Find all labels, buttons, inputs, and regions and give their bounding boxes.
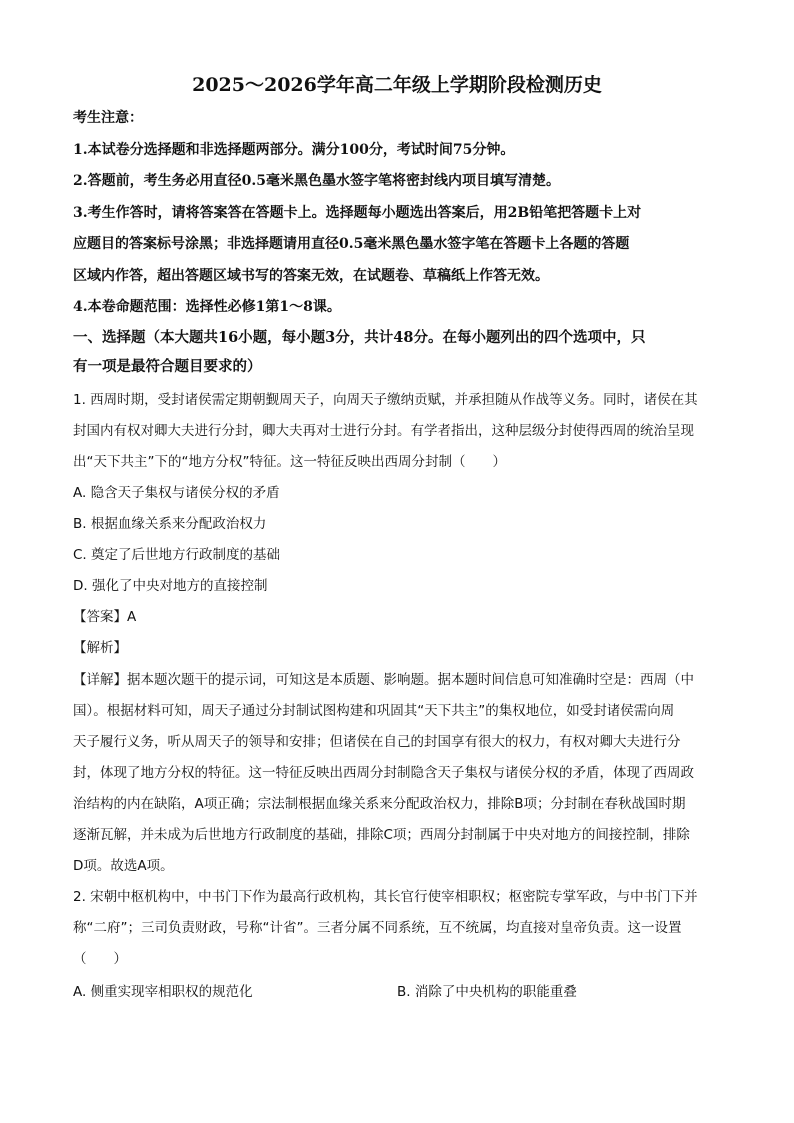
page-title: 2025～2026学年高二年级上学期阶段检测历史 [192,74,602,96]
question-1-answer: 【答案】A [73,609,137,625]
question-1-stem: 封国内有权对卿大夫进行分封，卿大夫再对士进行分封。有学者指出，这种层级分封使得西周的统治呈现 [73,423,694,439]
question-1-detail: 国）。根据材料可知，周天子通过分封制试图构建和巩固其“天下共主”的集权地位，如受封诸侯需向周 [73,703,675,719]
question-2-stem: 称“二府”；三司负责财政，号称“计省”。三者分属不同系统，互不统属，均直接对皇帝负责。这一设置 [73,920,682,936]
question-1-detail: 天子履行义务，听从周天子的领导和安排；但诸侯在自己的封国享有很大的权力，有权对卿大夫进行分 [73,734,681,750]
section-heading-cont: 有一项是最符合题目要求的） [73,358,262,375]
question-2-stem: （ ） [73,951,127,967]
notice-line: 1.本试卷分选择题和非选择题两部分。满分100分，考试时间75分钟。 [73,142,515,158]
notice-line: 应题目的答案标号涂黑；非选择题请用直径0.5毫米黑色墨水签字笔在答题卡上各题的答题 [73,236,630,252]
question-2-option-a: A. 侧重实现宰相职权的规范化 [73,984,253,1000]
question-1-detail: D项。故选A项。 [73,858,174,874]
notice-line: 4.本卷命题范围：选择性必修1第1～8课。 [73,299,341,315]
question-1-analysis-label: 【解析】 [73,640,127,656]
question-1-detail: 【详解】据本题次题干的提示词，可知这是本质题、影响题。据本题时间信息可知准确时空是：西周（中 [73,672,694,688]
question-1-stem: 出“天下共主”下的“地方分权”特征。这一特征反映出西周分封制（ ） [73,454,506,470]
section-heading: 一、选择题（本大题共16小题，每小题3分，共计48分。在每小题列出的四个选项中，只 [73,329,646,346]
notice-line: 3.考生作答时，请将答案答在答题卡上。选择题每小题选出答案后，用2B铅笔把答题卡上对 [73,205,642,221]
question-1-detail: 治结构的内在缺陷，A项正确；宗法制根据血缘关系来分配政治权力，排除B项；分封制在春秋战国时期 [73,796,686,812]
question-1-detail: 封，体现了地方分权的特征。这一特征反映出西周分封制隐含天子集权与诸侯分权的矛盾，体现了西周政 [73,765,694,781]
question-1-option-d: D. 强化了中央对地方的直接控制 [73,578,268,594]
question-1-detail: 逐渐瓦解，并未成为后世地方行政制度的基础，排除C项；西周分封制属于中央对地方的间接控制，排除 [73,827,690,843]
notice-line: 2.答题前，考生务必用直径0.5毫米黑色墨水签字笔将密封线内项目填写清楚。 [73,173,560,189]
notice-line: 区域内作答，超出答题区域书写的答案无效，在试题卷、草稿纸上作答无效。 [73,268,549,284]
notice-heading: 考生注意： [73,110,143,126]
question-1-option-a: A. 隐含天子集权与诸侯分权的矛盾 [73,485,280,501]
question-2-stem: 2. 宋朝中枢机构中，中书门下作为最高行政机构，其长官行使宰相职权；枢密院专掌军政，与中书门下并 [73,889,698,905]
question-1-stem: 1. 西周时期，受封诸侯需定期朝觐周天子，向周天子缴纳贡赋，并承担随从作战等义务。同时，诸侯在其 [73,392,698,408]
question-1-option-c: C. 奠定了后世地方行政制度的基础 [73,547,281,563]
question-2-option-b: B. 消除了中央机构的职能重叠 [397,984,577,1000]
question-1-option-b: B. 根据血缘关系来分配政治权力 [73,516,267,532]
